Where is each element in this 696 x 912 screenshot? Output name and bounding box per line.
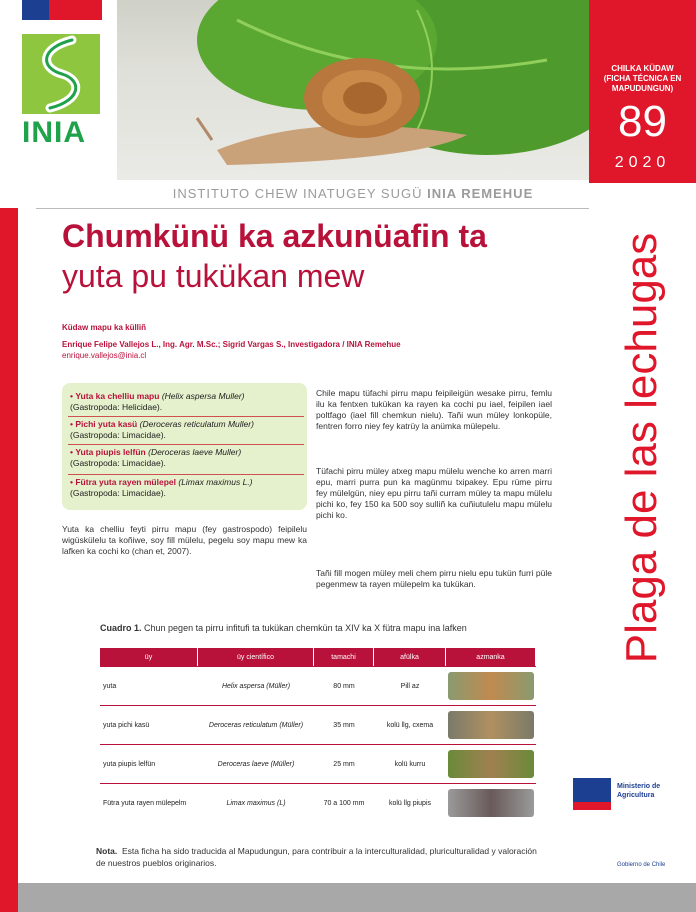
slug-thumb — [448, 789, 534, 817]
slug-thumb — [448, 750, 534, 778]
body-paragraph-2: Tüfachi pirru müley atxeg mapu mülelu wenche ko arren marri epu, marri purra pun ka magünmu txipakey. Epu rüme pirru fey mülelgün, niey epu pirru tañi curram müley ta mapu mülelu pichi ko, fey 150 ka 500 soy sulliñ ka cuñiutulelu mapu mülelu pichi ko. — [316, 466, 552, 520]
snail-thumb — [448, 672, 534, 700]
series-line-3: MAPUDUNGUN) — [611, 84, 674, 93]
species-divider — [68, 474, 304, 475]
header-divider — [36, 208, 589, 209]
table-header: tamachi — [314, 648, 374, 666]
species-item: • Yuta ka chelliu mapu (Helix aspersa Muller) (Gastropoda: Helicidae). — [70, 391, 245, 412]
issue-year: 2020 — [614, 154, 671, 171]
table-row: yuta Helix aspersa (Müller) 80 mm Pill az — [100, 666, 536, 705]
table-header: afülka — [374, 648, 446, 666]
species-item: • Pichi yuta kasü (Deroceras reticulatum Muller) (Gastropoda: Limacidae). — [70, 419, 254, 440]
institute-band — [117, 186, 589, 201]
species-box — [62, 383, 307, 510]
table-header: azmanka — [446, 648, 536, 666]
species-item: • Yuta piupis lelfün (Deroceras laeve Muller) (Gastropoda: Limacidae). — [70, 447, 242, 468]
note: Nota. Esta ficha ha sido traducida al Mapudungun, para contribuir a la interculturalidad, pluriculturalidad y valoración de nuestros pueblos originarios. — [96, 846, 537, 868]
species-divider — [68, 444, 304, 445]
left-red-strip — [0, 208, 18, 912]
snail-leaf-illustration — [117, 0, 589, 180]
ministry-logo-red — [573, 802, 611, 810]
page-title-line-2: yuta pu tukükan mew — [62, 258, 365, 294]
flag-stripe — [22, 0, 102, 20]
body-paragraph-3: Tañi fill mogen müley meli chem pirru nielu epu tukün furri püle pegenmew ta rayen mülepelm ka tukükan. — [316, 568, 552, 589]
side-title-area — [589, 183, 696, 723]
table-row: Fütra yuta rayen mülepelm Limax maximus (L) 70 a 100 mm kolü llg piupis — [100, 783, 536, 822]
series-line-2: (FICHA TÉCNICA EN — [603, 74, 682, 83]
inia-logo-icon — [22, 34, 100, 114]
species-divider — [68, 416, 304, 417]
ministry-name: Ministerio de Agricultura — [617, 783, 661, 799]
side-title: Plaga de las lechugas — [617, 232, 666, 664]
slug-thumb — [448, 711, 534, 739]
intro-paragraph: Yuta ka chelliu feyti pirru mapu (fey gastrospodo) feipilelu wigüskülelu ta koñiwe, soy fill mülelu, pegelu soy mapu mew ka lafken ka cochi ko (chan et, 2007). — [62, 524, 307, 556]
series-line-1: CHILKA KÜDAW — [611, 64, 674, 73]
species-table — [100, 648, 536, 822]
institute-prefix: INSTITUTO CHEW INATUGEY SUGÜ — [172, 186, 423, 201]
authors-names: Enrique Felipe Vallejos L., Ing. Agr. M.Sc.; Sigrid Vargas S., Investigadora / INIA Remehue — [62, 340, 401, 349]
table-row: yuta pichi kasü Deroceras reticulatum (Müller) 35 mm kolü llg, cxema — [100, 705, 536, 744]
issue-box — [589, 0, 696, 183]
species-item: • Fütra yuta rayen mülepel (Limax maximus L.) (Gastropoda: Limacidae). — [70, 477, 253, 498]
bottom-bar — [18, 883, 696, 912]
author-email[interactable]: enrique.vallejos@inia.cl — [62, 351, 147, 360]
government-label: Gobierno de Chile — [617, 862, 666, 868]
issue-number: 89 — [618, 97, 667, 146]
table-caption: Cuadro 1. Chun pegen ta pirru infitufi ta tukükan chemkün ta XIV ka X fütra mapu ina lafken — [100, 623, 467, 633]
inia-logo-text: INIA — [22, 116, 86, 149]
snail-photo — [117, 0, 589, 180]
body-paragraph-1: Chile mapu tüfachi pirru mapu feipileigün wesake pirru, femlu ilu ka fentxen tukükan ka rayen ka cochi pu iael, feipilen iael poltfago (iael fill chemkun nielu). Tañi wun müley lonkopüle, fentren forro niey fey katrüy la anümka mülepelu. — [316, 388, 552, 431]
table-row: yuta piupis lelfün Deroceras laeve (Müller) 25 mm kolü kurru — [100, 744, 536, 783]
series-label — [589, 64, 696, 94]
table-header: üy científico — [198, 648, 314, 666]
ministry-logo — [573, 778, 673, 868]
authors-label: Küdaw mapu ka külliñ — [62, 323, 147, 332]
ministry-logo-blue — [573, 778, 611, 802]
table-header-row — [100, 648, 536, 666]
page-title-line-1: Chumkünü ka azkunüafin ta — [62, 218, 487, 254]
institute-name: INIA REMEHUE — [427, 186, 534, 201]
table-header: üy — [100, 648, 198, 666]
